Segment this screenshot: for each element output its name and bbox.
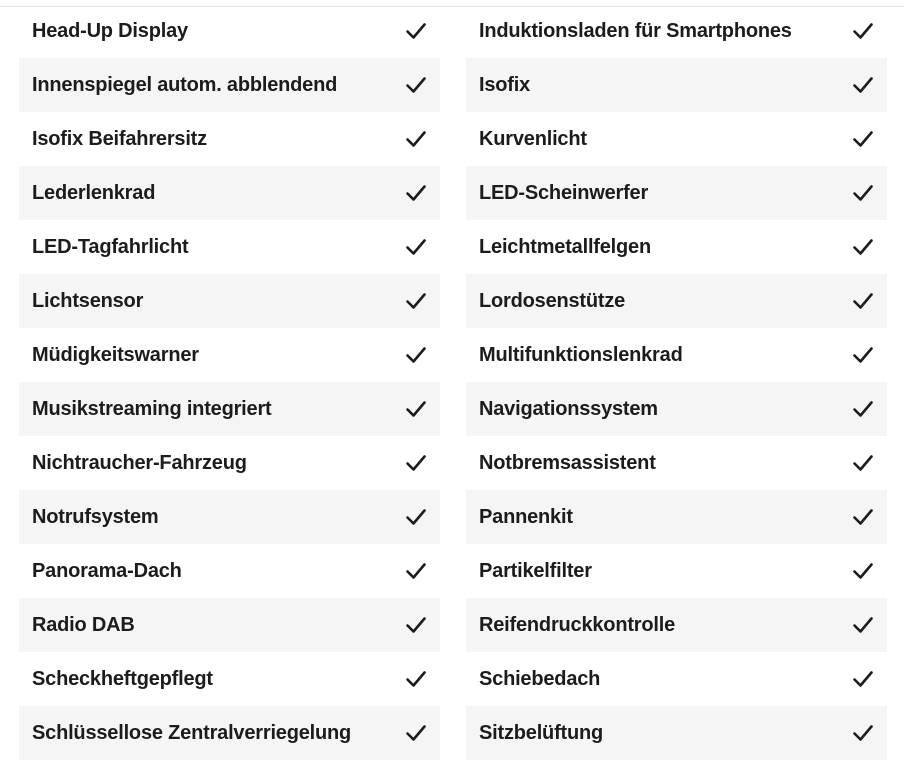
checkmark-icon: [852, 20, 874, 42]
feature-row: [19, 274, 440, 328]
checkmark-icon: [852, 398, 874, 420]
feature-row: [19, 706, 440, 760]
feature-row: [19, 328, 440, 382]
feature-label: Kurvenlicht: [479, 127, 587, 150]
feature-label: Lordosenstütze: [479, 289, 626, 312]
feature-label: Isofix: [479, 73, 531, 96]
feature-label: LED-Scheinwerfer: [479, 181, 649, 204]
checkmark-icon: [852, 290, 874, 312]
feature-row: [19, 598, 440, 652]
checkmark-icon: [405, 668, 427, 690]
feature-label: Müdigkeitswarner: [32, 343, 199, 366]
feature-label: Musikstreaming integriert: [32, 397, 272, 420]
feature-label: Scheckheftgepflegt: [32, 667, 213, 690]
feature-label: Induktionsladen für Smartphones: [479, 19, 792, 42]
feature-row: [19, 4, 440, 58]
feature-label: Innenspiegel autom. abblendend: [32, 73, 338, 96]
feature-row: [466, 166, 887, 220]
feature-label: Head-Up Display: [32, 19, 188, 42]
feature-row: [466, 652, 887, 706]
feature-row: [19, 382, 440, 436]
feature-row: [19, 490, 440, 544]
checkmark-icon: [405, 722, 427, 744]
feature-row: [466, 490, 887, 544]
checkmark-icon: [405, 20, 427, 42]
feature-row: [466, 328, 887, 382]
checkmark-icon: [405, 182, 427, 204]
feature-label: Reifendruckkontrolle: [479, 613, 676, 636]
checkmark-icon: [405, 398, 427, 420]
feature-label: Notbremsassistent: [479, 451, 656, 474]
feature-row: [19, 544, 440, 598]
feature-label: Pannenkit: [479, 505, 573, 528]
checkmark-icon: [852, 344, 874, 366]
checkmark-icon: [852, 614, 874, 636]
checkmark-icon: [852, 236, 874, 258]
checkmark-icon: [852, 668, 874, 690]
feature-label: Schlüssellose Zentralverriegelung: [32, 721, 352, 744]
feature-row: [466, 706, 887, 760]
feature-label: Partikelfilter: [479, 559, 592, 582]
feature-row: [466, 112, 887, 166]
feature-label: Sitzbelüftung: [479, 721, 604, 744]
feature-row: [466, 598, 887, 652]
feature-row: [466, 382, 887, 436]
feature-label: Lederlenkrad: [32, 181, 156, 204]
feature-row: [466, 58, 887, 112]
checkmark-icon: [852, 722, 874, 744]
checkmark-icon: [852, 452, 874, 474]
checkmark-icon: [405, 452, 427, 474]
checkmark-icon: [852, 182, 874, 204]
checkmark-icon: [405, 506, 427, 528]
feature-row: [466, 4, 887, 58]
checkmark-icon: [852, 128, 874, 150]
checkmark-icon: [405, 560, 427, 582]
feature-column-right: [466, 4, 887, 760]
checkmark-icon: [405, 344, 427, 366]
checkmark-icon: [852, 506, 874, 528]
feature-label: Leichtmetallfelgen: [479, 235, 651, 258]
feature-row: [19, 436, 440, 490]
feature-column-left: [19, 4, 440, 760]
feature-label: Nichtraucher-Fahrzeug: [32, 451, 247, 474]
checkmark-icon: [405, 290, 427, 312]
feature-row: [466, 436, 887, 490]
feature-row: [19, 166, 440, 220]
checkmark-icon: [405, 236, 427, 258]
feature-row: [19, 112, 440, 166]
feature-row: [19, 652, 440, 706]
feature-row: [19, 58, 440, 112]
feature-label: Radio DAB: [32, 613, 135, 636]
feature-label: LED-Tagfahrlicht: [32, 235, 189, 258]
feature-row: [466, 220, 887, 274]
feature-label: Navigationssystem: [479, 397, 658, 420]
feature-row: [19, 220, 440, 274]
feature-label: Schiebedach: [479, 667, 601, 690]
feature-row: [466, 544, 887, 598]
feature-label: Isofix Beifahrersitz: [32, 127, 207, 150]
checkmark-icon: [852, 560, 874, 582]
checkmark-icon: [405, 74, 427, 96]
checkmark-icon: [405, 128, 427, 150]
feature-label: Multifunktionslenkrad: [479, 343, 683, 366]
feature-label: Lichtsensor: [32, 289, 144, 312]
feature-label: Notrufsystem: [32, 505, 159, 528]
checkmark-icon: [405, 614, 427, 636]
feature-row: [466, 274, 887, 328]
checkmark-icon: [852, 74, 874, 96]
feature-label: Panorama-Dach: [32, 559, 182, 582]
